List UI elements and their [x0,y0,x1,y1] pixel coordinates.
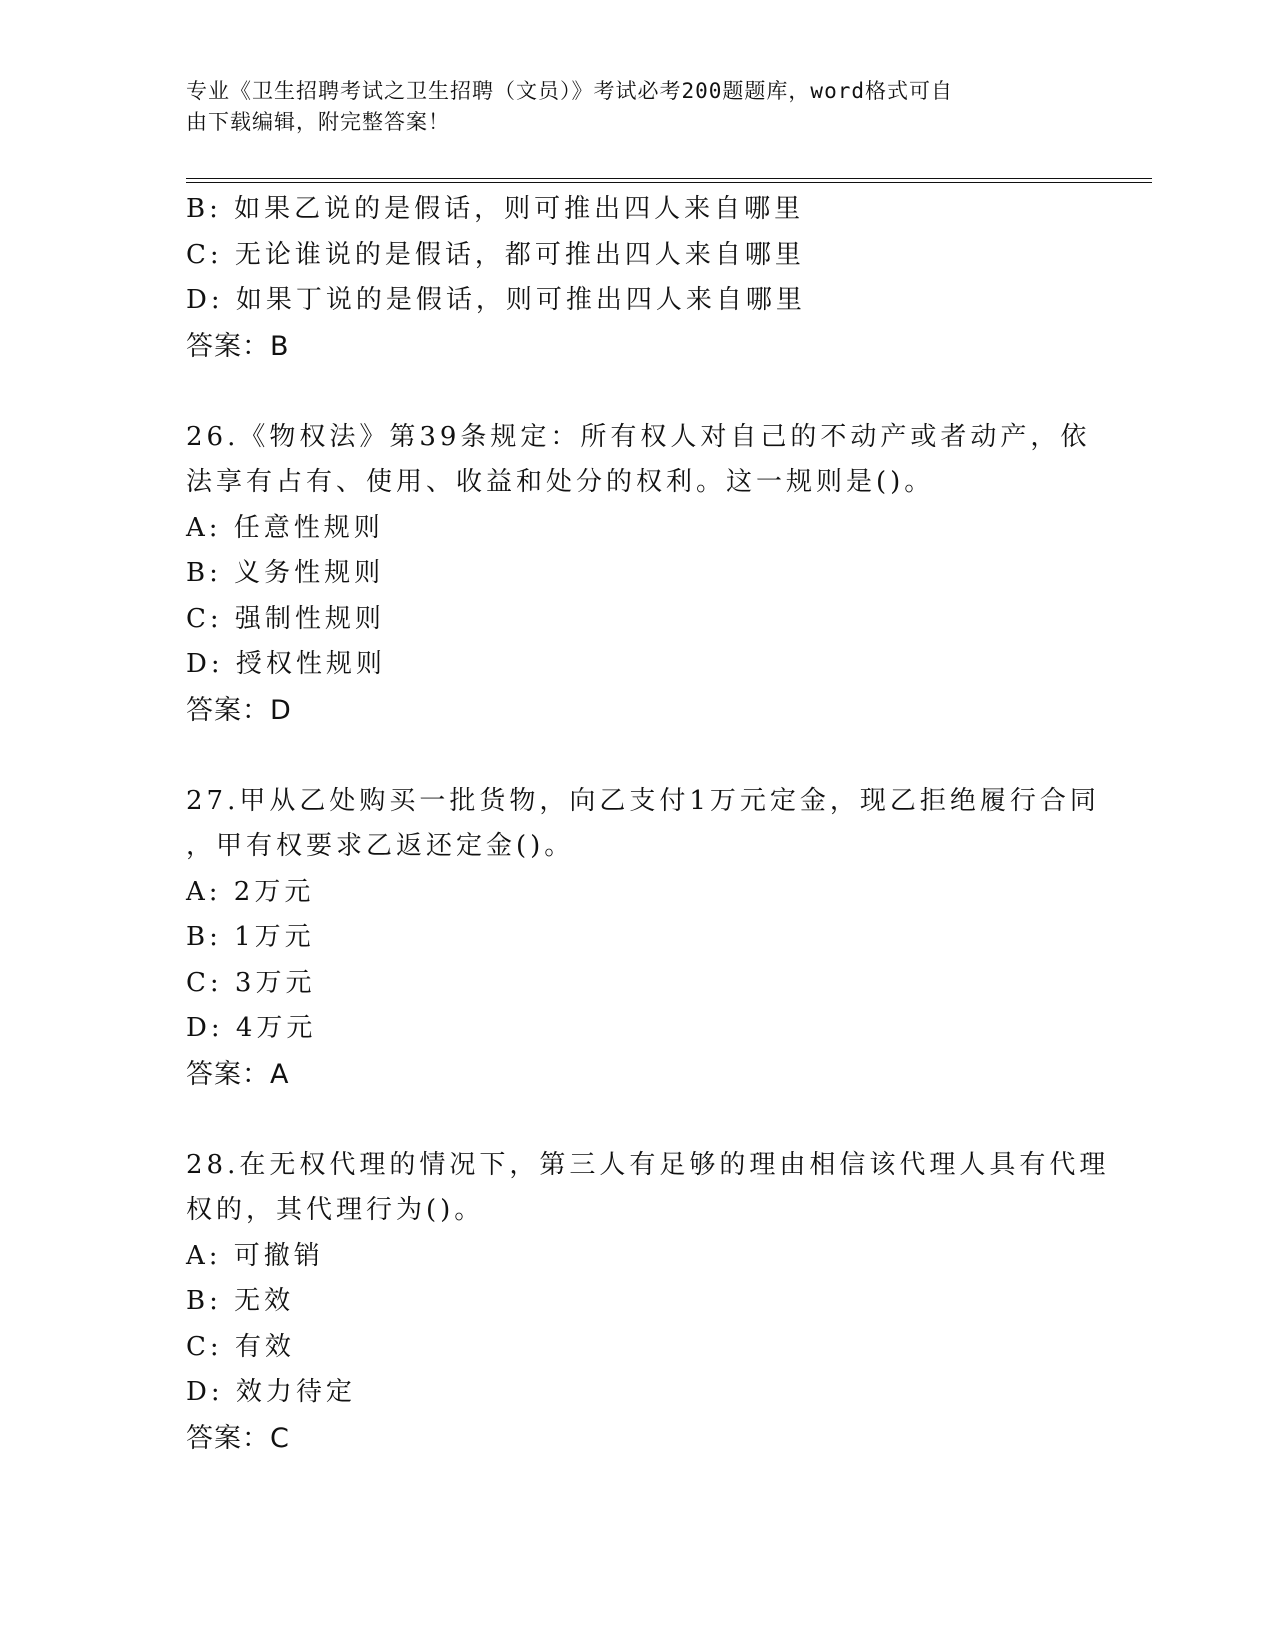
answer-line: 答案：C [186,1422,290,1454]
question-text: 27.甲从乙处购买一批货物，向乙支付1万元定金，现乙拒绝履行合同 [186,785,1100,816]
header-divider-top [186,178,1152,179]
option-d: D: 授权性规则 [186,649,386,679]
previous-question-tail [186,187,1066,369]
question-text: 26.《物权法》第39条规定：所有权人对自己的不动产或者动产，依 [186,421,1091,452]
option-d: D: 效力待定 [186,1377,356,1407]
option-b: B: 无效 [186,1286,295,1316]
option-b: B: 义务性规则 [186,558,385,588]
answer-line: 答案：D [186,694,292,726]
option-a: A: 2万元 [186,876,315,907]
option-c: C: 强制性规则 [186,603,385,634]
header-line-1: 专业《卫生招聘考试之卫生招聘（文员）》考试必考200题题库，word格式可自 [186,79,953,103]
option-d: D: 4万元 [186,1013,317,1043]
option-b: B: 如果乙说的是假话，则可推出四人来自哪里 [186,194,805,224]
question-26 [186,415,1091,734]
option-c: C: 无论谁说的是假话，都可推出四人来自哪里 [186,239,805,270]
question-text: 法享有占有、使用、收益和处分的权利。这一规则是()。 [186,467,935,497]
answer-line: 答案：B [186,330,290,362]
question-28 [186,1143,1110,1462]
option-b: B: 1万元 [186,922,315,952]
option-a: A: 可撤销 [186,1240,324,1271]
option-c: C: 3万元 [186,967,316,998]
option-d: D: 如果丁说的是假话，则可推出四人来自哪里 [186,285,806,315]
option-c: C: 有效 [186,1331,295,1362]
question-text: ，甲有权要求乙返还定金()。 [186,831,575,861]
answer-line: 答案：A [186,1058,290,1090]
document-header [186,76,1066,138]
question-text: 权的，其代理行为()。 [186,1195,485,1225]
header-divider-bottom [186,182,1152,183]
question-27 [186,779,1100,1098]
option-a: A: 任意性规则 [186,512,384,543]
question-content [186,187,1110,1461]
question-text: 28.在无权代理的情况下，第三人有足够的理由相信该代理人具有代理 [186,1149,1110,1180]
header-line-2: 由下载编辑，附完整答案！ [186,110,450,134]
